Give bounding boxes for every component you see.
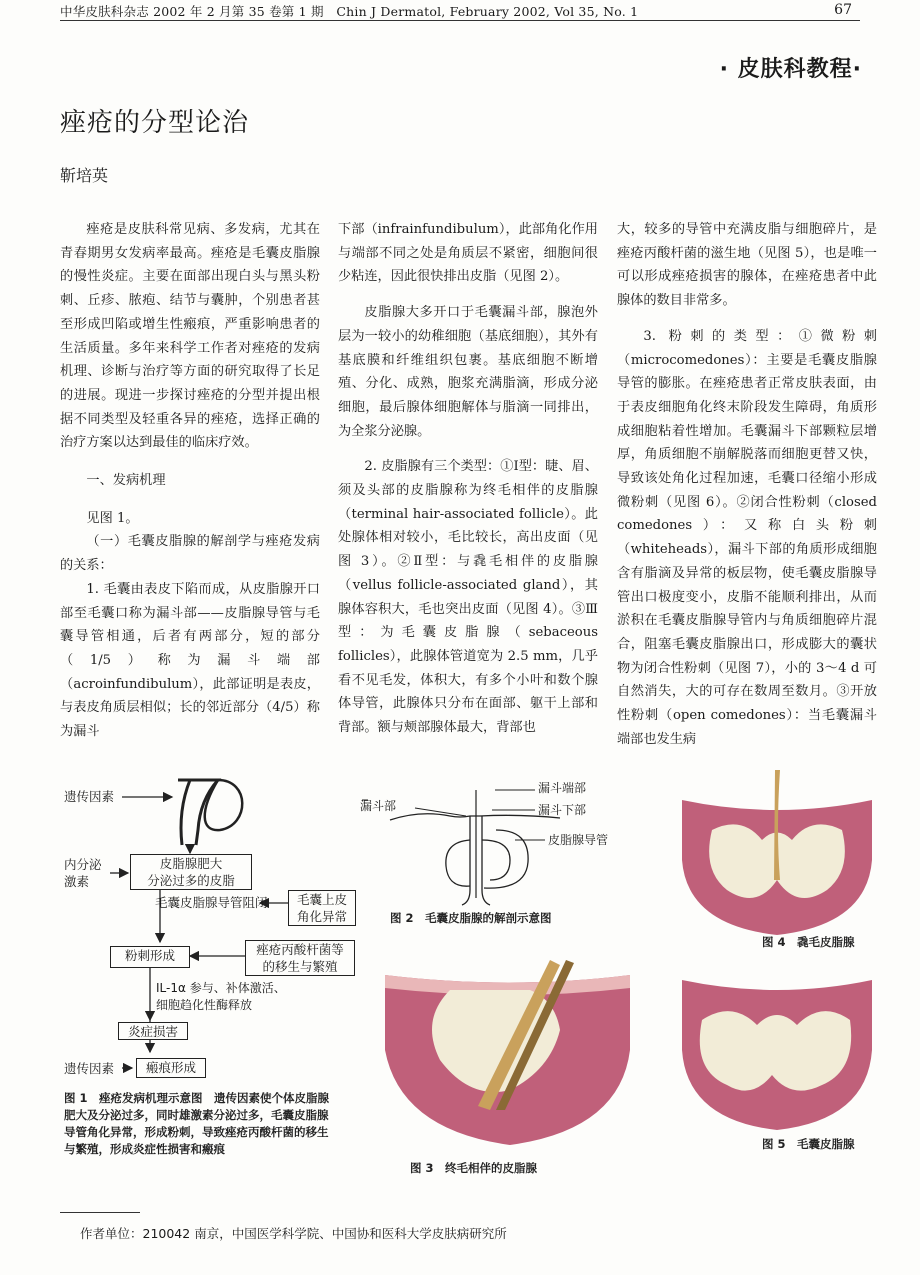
box-bacteria: 痤疮丙酸杆菌等 的移生与繁殖 — [245, 940, 355, 976]
paragraph: 1. 毛囊由表皮下陷而成，从皮脂腺开口部至毛囊口称为漏斗部——皮脂腺导管与毛囊导管相通，后者有两部分，短的部分（1/5）称为漏斗端部（acroinfundibulum），此部证明是表皮，与表皮角质层相似；长的邻近部分（4/5）称为漏斗 — [60, 581, 320, 740]
text-column-1 — [60, 218, 320, 744]
paragraph: 2. 皮脂腺有三个类型：①Ⅰ型：睫、眉、须及头部的皮脂腺称为终毛相伴的皮脂腺（terminal hair-associated follicle）。此处腺体相对较小，毛比较长，高出皮面（见图 3）。②Ⅱ型：与毳毛相伴的皮脂腺（vellus follicle-associated gland），其腺体容积大，毛也突出皮面（见图 4）。③Ⅲ型：为毛囊皮脂腺（sebaceous follicles），此腺体管道宽为 2.5 mm，几乎看不见毛发，体积大，有多个小叶和数个腺体导管，此腺体只分布在面部、躯干上部和背部。额与颊部腺体最大，背部也 — [338, 459, 598, 736]
paragraph: 痤疮是皮肤科常见病、多发病，尤其在青春期男女发病率最高。痤疮是毛囊皮脂腺的慢性炎症。主要在面部出现白头与黑头粉刺、丘疹、脓疱、结节与囊肿，个别患者甚至形成凹陷或增生性瘢痕，严重影响患者的生活质量。多年来科学工作者对痤疮的发病机理、诊断与治疗等方面的研究取得了长足的进展。现进一步探讨痤疮的分型并提出根据不同类型及轻重各异的痤疮，选择正确的治疗方案以达到最佳的临床疗效。 — [60, 222, 320, 451]
section-heading: 一、发病机理 — [86, 473, 166, 489]
figure-1-flowchart — [60, 770, 360, 1190]
label-duct-block: 毛囊皮脂腺导管阻闭 — [155, 895, 268, 910]
article-title: 痤疮的分型论治 — [60, 108, 250, 138]
label-funnel: 漏斗部 — [360, 799, 397, 813]
label-il1a: IL-1α 参与、补体激活、 细胞趋化性酶释放 — [156, 981, 286, 1012]
author-affiliation: 作者单位：210042 南京，中国医学科学院、中国协和医科大学皮肤病研究所 — [80, 1226, 507, 1241]
subsection-heading: （一）毛囊皮脂腺的解剖学与痤疮发病的关系： — [60, 534, 320, 574]
box-gland-hypertrophy: 皮脂腺肥大 分泌过多的皮脂 — [130, 854, 252, 890]
paragraph: 见图 1。 — [86, 510, 139, 526]
figure-4-vellus-gland — [672, 770, 882, 970]
figure-2-caption: 图 2 毛囊皮脂腺的解剖示意图 — [390, 911, 552, 925]
box-comedo: 粉刺形成 — [110, 946, 190, 968]
sebaceous-follicle-illustration — [672, 970, 882, 1140]
label-sebaceous-duct: 皮脂腺导管 — [548, 833, 609, 847]
terminal-hair-illustration — [380, 960, 640, 1150]
figure-5-sebaceous-follicle — [672, 970, 882, 1190]
text-column-3 — [617, 218, 877, 751]
section-tag: · 皮肤科教程· — [719, 57, 862, 82]
box-scar: 瘢痕形成 — [136, 1058, 206, 1078]
paragraph: 3. 粉刺的类型：①微粉刺（microcomedones）：主要是毛囊皮脂腺导管的膨胀。在痤疮患者正常皮肤表面，由于表皮细胞角化终末阶段发生障碍，角质形成细胞粘着性增加。毛囊漏斗下部颗粒层增厚，角质细胞不崩解脱落而细胞更替又快，导致该处角化过程加速，毛囊口径缩小形成微粉刺（见图 6）。②闭合性粉刺（closed comedones）：又称白头粉刺（whiteheads），漏斗下部的角质形成细胞含有脂滴及异常的板层物，使毛囊皮脂腺导管出口极度变小，皮脂不能顺利排出，从而淤积在毛囊皮脂腺导管内与角质细胞碎片混合，阻塞毛囊皮脂腺出口，形成膨大的囊状物为闭合性粉刺（见图 7），小的 3～4 d 可自然消失，大的可存在数周至数月。③开放性粉刺（open comedones）：当毛囊漏斗端部也发生病 — [617, 328, 877, 747]
paragraph: 皮脂腺大多开口于毛囊漏斗部，腺泡外层为一较小的幼稚细胞（基底细胞），其外有基底膜和纤维组织包裹。基底细胞不断增殖、分化、成熟，胞浆充满脂滴，形成分泌细胞，最后腺体细胞解体与脂滴一同排出，为全浆分泌腺。 — [338, 305, 598, 439]
figure-4-caption: 图 4 毳毛皮脂腺 — [762, 935, 855, 949]
figure-5-caption: 图 5 毛囊皮脂腺 — [762, 1137, 855, 1151]
header-rule — [60, 20, 860, 21]
journal-header: 中华皮肤科杂志 2002 年 2 月第 35 卷第 1 期 Chin J Dermatol, February 2002, Vol 35, No. 1 — [60, 4, 639, 19]
author-name: 靳培英 — [60, 166, 109, 185]
figure-1-caption: 图 1 痤疮发病机理示意图 遗传因素使个体皮脂腺肥大及分泌过多，同时雄激素分泌过多，毛囊皮脂腺导管角化异常，形成粉刺，导致痤疮丙酸杆菌的移生与繁殖，形成炎症性损害和瘢痕 — [64, 1091, 330, 1156]
page-number: 67 — [834, 2, 852, 18]
paragraph: 下部（infrainfundibulum），此部角化作用与端部不同之处是角质层不紧密，细胞间很少粘连，因此很快排出皮脂（见图 2）。 — [338, 222, 598, 285]
label-endocrine: 内分泌 激素 — [64, 857, 102, 889]
label-acroinfundibulum: 漏斗端部 — [538, 781, 587, 795]
box-keratin-abnormal: 毛囊上皮 角化异常 — [288, 890, 356, 926]
paragraph: 大，较多的导管中充满皮脂与细胞碎片，是痤疮丙酸杆菌的滋生地（见图 5），也是唯一可以形成痤疮损害的腺体，在痤疮患者中此腺体的数目非常多。 — [617, 222, 877, 309]
figure-3-terminal-hair-gland — [380, 960, 650, 1190]
figures-area — [60, 770, 880, 1190]
footnote-rule — [60, 1212, 140, 1213]
figure-3-caption: 图 3 终毛相伴的皮脂腺 — [410, 1161, 538, 1175]
figure-2-anatomy — [360, 770, 645, 940]
label-infrainfundibulum: 漏斗下部 — [538, 803, 587, 817]
text-column-2 — [338, 218, 598, 740]
label-genetic-factor: 遗传因素 — [64, 789, 115, 804]
vellus-gland-illustration — [672, 770, 882, 940]
box-inflammation: 炎症损害 — [118, 1022, 188, 1040]
label-genetic-factor-bottom: 遗传因素 — [64, 1061, 115, 1076]
